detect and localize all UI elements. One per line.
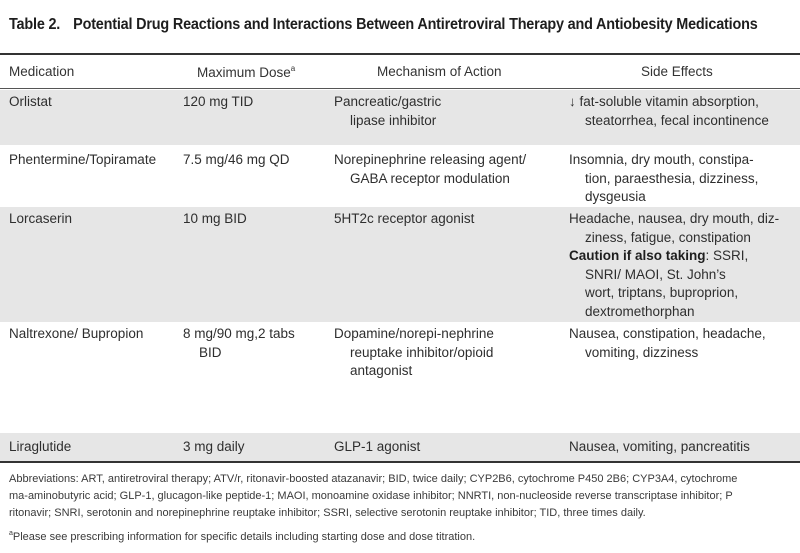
caution-text: : SSRI, bbox=[705, 248, 749, 263]
cell-side-effects bbox=[569, 151, 800, 207]
side-effects-line: ↓ fat-soluble vitamin absorption, bbox=[569, 94, 759, 109]
caution-line bbox=[569, 247, 800, 266]
table-row-orlistat bbox=[0, 90, 800, 145]
mechanism-line: Norepinephrine releasing agent/ bbox=[334, 152, 527, 167]
side-effects-line: ziness, fatigue, constipation bbox=[585, 229, 751, 245]
side-effects-line: Nausea, constipation, headache, bbox=[569, 326, 766, 341]
cell-side-effects bbox=[569, 438, 800, 457]
dose-line: 3 mg daily bbox=[183, 439, 245, 454]
dose-line: 120 mg TID bbox=[183, 94, 254, 109]
cell-dose bbox=[183, 438, 333, 457]
table-number: Table 2. bbox=[9, 16, 61, 33]
footnote-mark: a bbox=[9, 530, 13, 537]
table-row-phentermine-topiramate bbox=[0, 145, 800, 207]
mechanism-line: antagonist bbox=[350, 363, 413, 378]
side-effects-line: steatorrhea, fecal incontinence bbox=[585, 112, 769, 128]
mechanism-line: GABA receptor modulation bbox=[350, 170, 510, 186]
cell-side-effects bbox=[569, 210, 800, 321]
mechanism-line: Dopamine/norepi-nephrine bbox=[334, 326, 494, 341]
table-title-text: Potential Drug Reactions and Interactions Between Antiretroviral Therapy and Antiobesity Medications bbox=[73, 16, 758, 33]
cell-mechanism bbox=[334, 325, 564, 381]
cell-dose bbox=[183, 93, 333, 112]
table-title bbox=[9, 16, 758, 34]
side-effects-line: Nausea, vomiting, pancreatitis bbox=[569, 439, 750, 454]
header-maximum-dose bbox=[197, 64, 295, 80]
abbreviations-line: ma-aminobutyric acid; GLP-1, glucagon-like peptide-1; MAOI, monoamine oxidase inhibitor; NNRTI, non-nucleoside reverse transcriptase inhibitor; P bbox=[9, 490, 733, 502]
dose-footnote bbox=[9, 525, 800, 546]
cell-mechanism bbox=[334, 438, 564, 457]
cell-medication: Liraglutide bbox=[9, 439, 72, 454]
cell-dose bbox=[183, 151, 333, 170]
table-row-lorcaserin bbox=[0, 207, 800, 322]
header-dose-text: Maximum Dose bbox=[197, 65, 291, 80]
mechanism-line: Pancreatic/gastric bbox=[334, 94, 442, 109]
dose-line: 7.5 mg/46 mg QD bbox=[183, 152, 290, 167]
header-dose-footnote-mark: a bbox=[290, 64, 296, 73]
dose-line: 10 mg BID bbox=[183, 211, 247, 226]
cell-mechanism bbox=[334, 210, 564, 229]
cell-mechanism bbox=[334, 151, 564, 188]
table-row-liraglutide bbox=[0, 433, 800, 461]
cell-side-effects bbox=[569, 93, 800, 130]
cell-medication: Naltrexone/ Bupropion bbox=[9, 326, 144, 341]
cell-dose bbox=[183, 325, 333, 362]
header-medication: Medication bbox=[9, 64, 75, 79]
side-effects-line: dysgeusia bbox=[585, 189, 646, 204]
table-row-naltrexone-bupropion bbox=[0, 322, 800, 433]
side-effects-line: tion, paraesthesia, dizziness, bbox=[585, 170, 759, 186]
header-side-effects: Side Effects bbox=[641, 64, 713, 79]
caution-line: dextromethorphan bbox=[585, 303, 695, 319]
side-effects-line: Headache, nausea, dry mouth, diz- bbox=[569, 211, 780, 226]
mechanism-line: 5HT2c receptor agonist bbox=[334, 211, 475, 226]
abbreviations-line: Abbreviations: ART, antiretroviral therapy; ATV/r, ritonavir-boosted atazanavir; BID, twice daily; CYP2B6, cytochrome P450 2B6; CYP3A4, cytochrome bbox=[9, 473, 738, 485]
cell-medication: Orlistat bbox=[9, 94, 52, 109]
header-rule bbox=[0, 88, 800, 89]
cell-mechanism bbox=[334, 93, 564, 130]
abbreviations-line: ritonavir; SNRI, serotonin and norepinephrine reuptake inhibitor; SSRI, selective serotonin reuptake inhibitor; TID, three times daily. bbox=[9, 507, 646, 519]
cell-side-effects bbox=[569, 325, 800, 362]
side-effects-line: vomiting, dizziness bbox=[585, 344, 699, 360]
caution-label: Caution if also taking bbox=[569, 248, 706, 263]
bottom-rule bbox=[0, 461, 800, 463]
caution-line: wort, triptans, buproprion, bbox=[585, 285, 739, 300]
cell-dose bbox=[183, 210, 333, 229]
header-mechanism: Mechanism of Action bbox=[377, 64, 502, 79]
cell-medication: Lorcaserin bbox=[9, 211, 73, 226]
cell-medication: Phentermine/Topiramate bbox=[9, 152, 157, 167]
side-effects-line: Insomnia, dry mouth, constipa- bbox=[569, 152, 754, 167]
footnote-text: Please see prescribing information for specific details including starting dose and dose titration. bbox=[12, 531, 476, 543]
dose-line: 8 mg/90 mg,2 tabs bbox=[183, 326, 295, 341]
top-rule bbox=[0, 53, 800, 55]
mechanism-line: reuptake inhibitor/opioid bbox=[350, 344, 494, 360]
mechanism-line: GLP-1 agonist bbox=[334, 439, 421, 454]
dose-line: BID bbox=[199, 344, 222, 360]
mechanism-line: lipase inhibitor bbox=[350, 112, 437, 128]
caution-line: SNRI/ MAOI, St. John’s bbox=[585, 266, 726, 282]
